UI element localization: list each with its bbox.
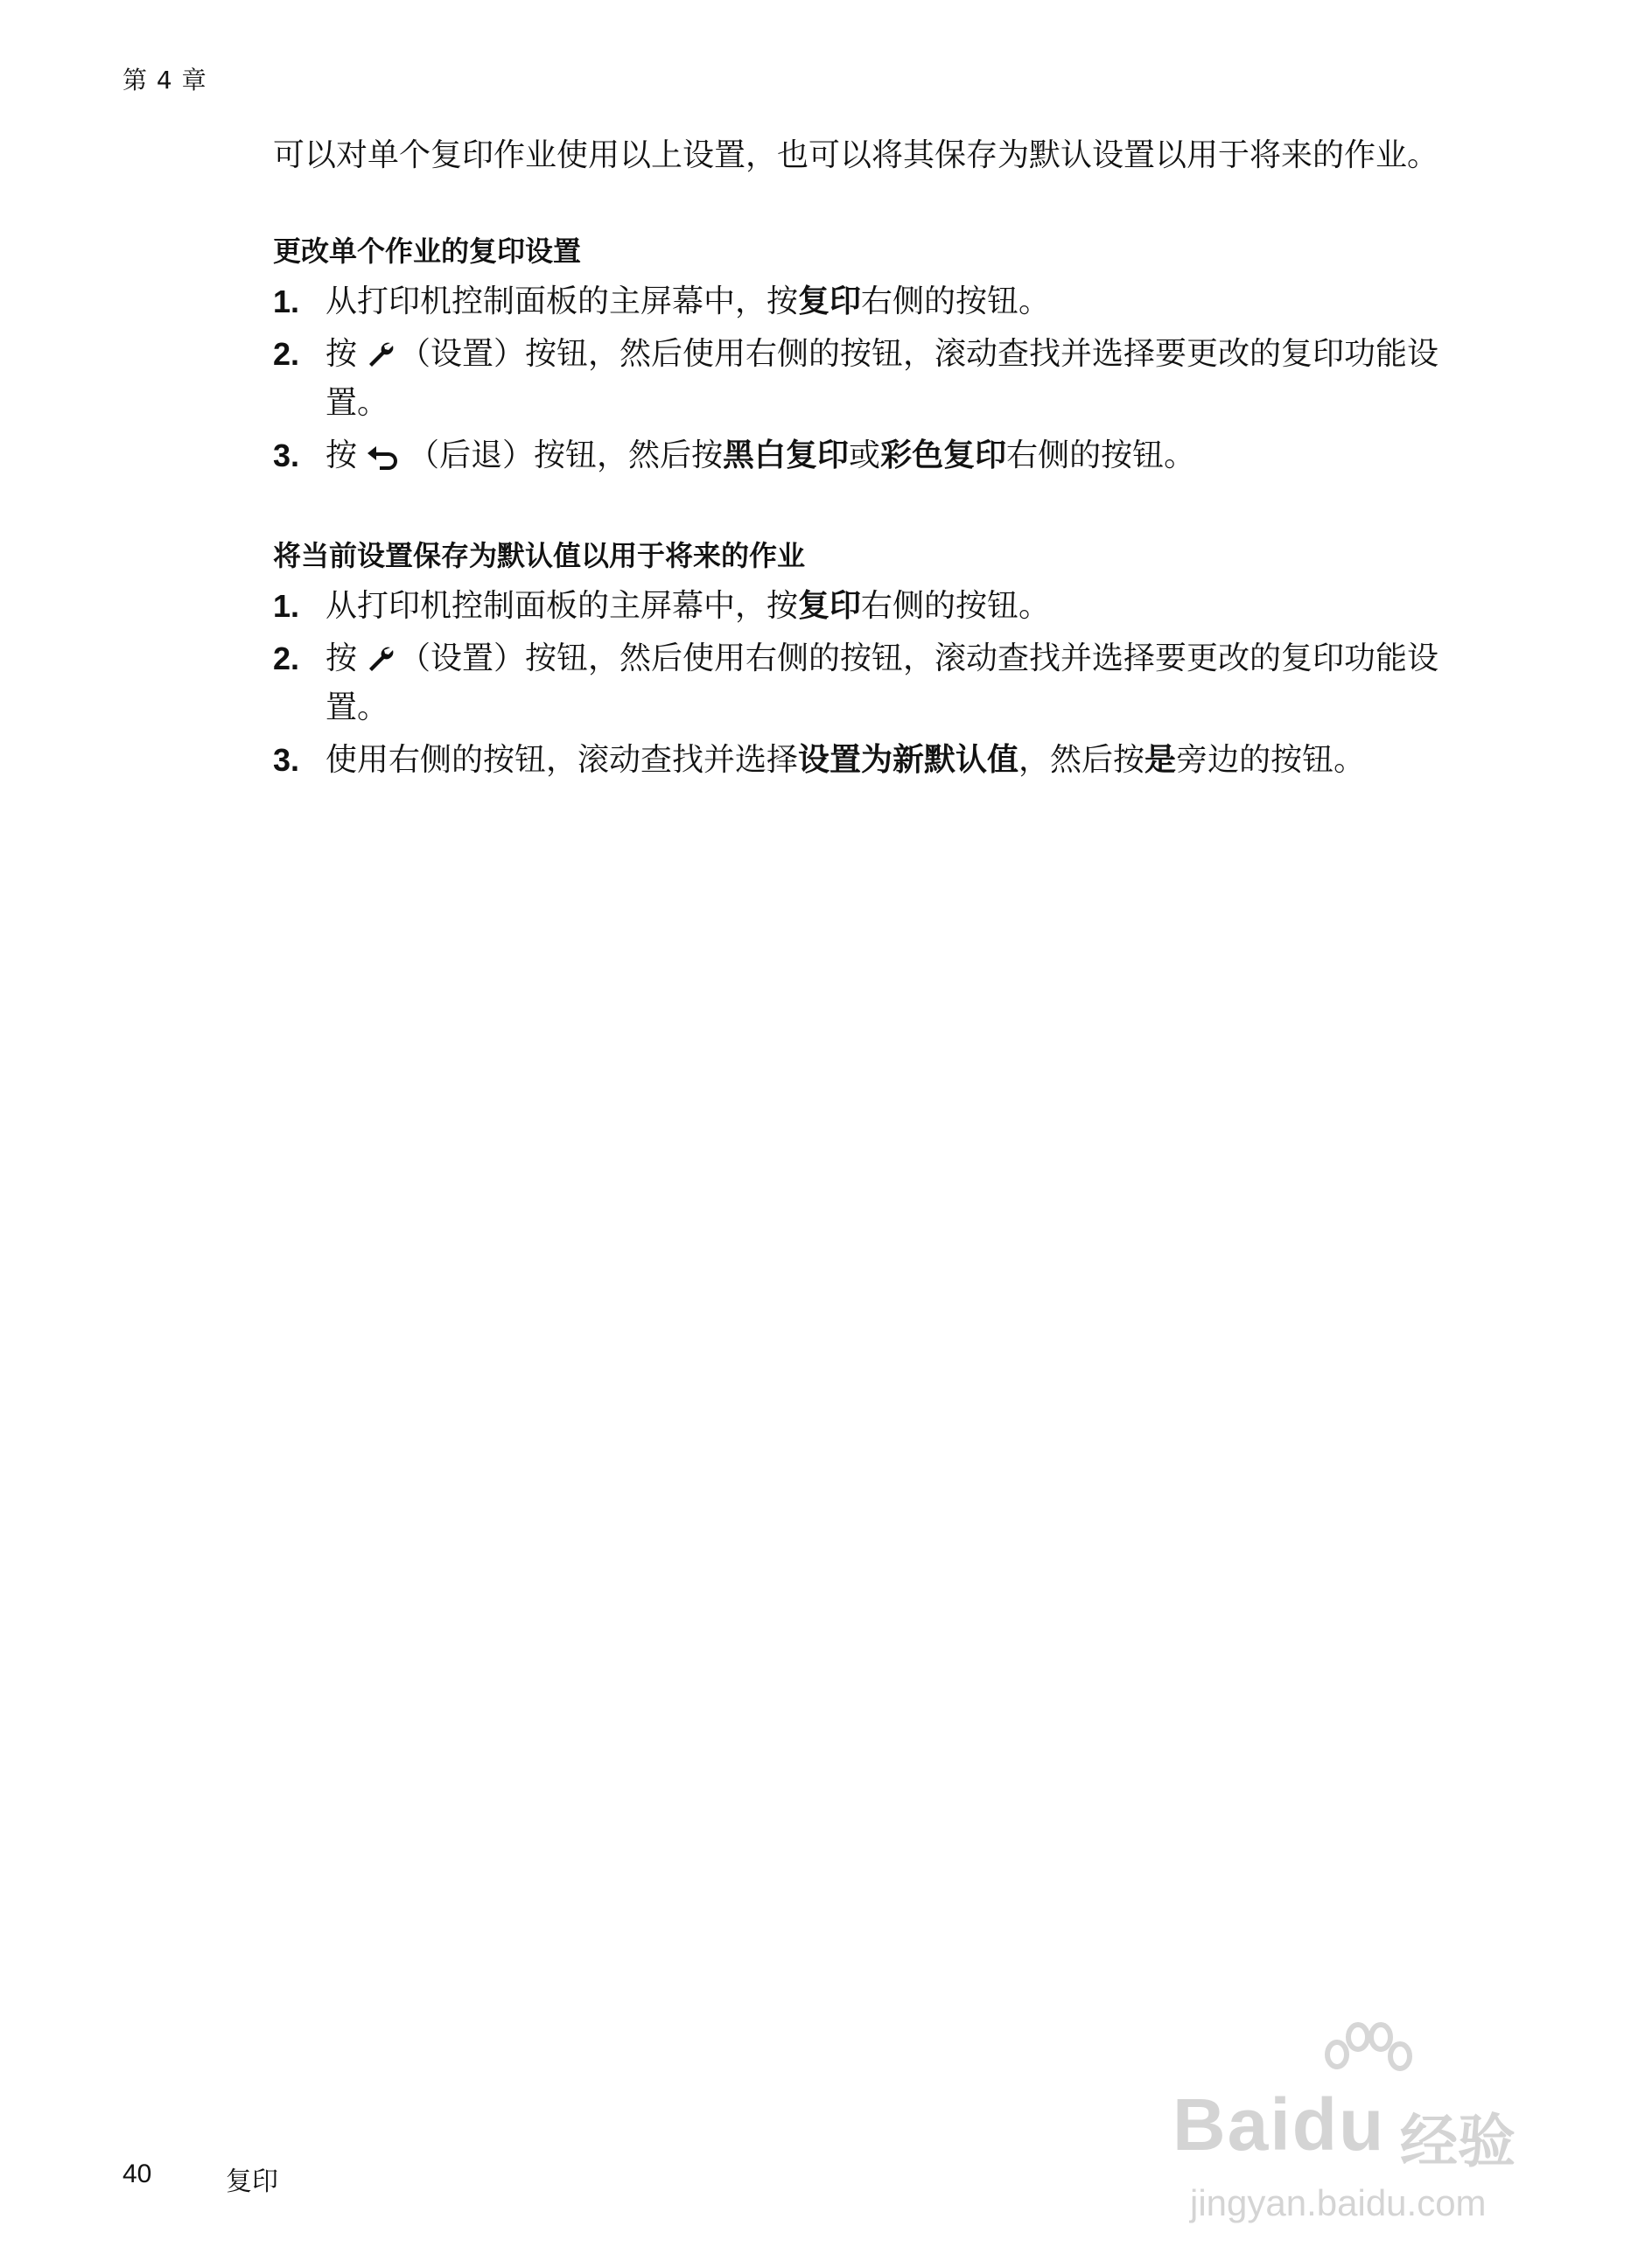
intro-paragraph: 可以对单个复印作业使用以上设置，也可以将其保存为默认设置以用于将来的作业。 — [273, 137, 1439, 173]
list-item — [273, 434, 1498, 483]
list-item — [273, 280, 1498, 324]
step-text-part: （后退）按钮，然后按 — [408, 438, 724, 473]
watermark-cn: 经验 — [1400, 2108, 1516, 2175]
step-number: 3. — [273, 438, 300, 473]
baidu-watermark — [1155, 2021, 1558, 2231]
step-text-part: 旁边的按钮。 — [1176, 742, 1366, 778]
steps-list — [273, 584, 1498, 782]
step-text — [326, 584, 1498, 628]
wrench-icon — [366, 642, 396, 686]
step-bold-term: 复印 — [798, 588, 862, 624]
step-text-part: ，然后按 — [1018, 742, 1145, 778]
step-text — [326, 332, 1498, 425]
steps-list — [273, 280, 1498, 483]
wrench-icon — [366, 338, 396, 382]
step-bold-term: 复印 — [798, 284, 862, 319]
step-bold-term: 彩色复印 — [880, 438, 1007, 473]
step-number: 1. — [273, 588, 300, 624]
step-text-part: 使用右侧的按钮，滚动查找并选择 — [326, 742, 799, 778]
section-heading: 更改单个作业的复印设置 — [273, 234, 582, 268]
step-text — [326, 434, 1498, 483]
step-text-part: 或 — [849, 438, 881, 473]
footer-section-label: 复印 — [226, 2166, 278, 2197]
step-text-part: 按 — [326, 336, 358, 372]
step-text-part: （设置）按钮，然后使用右侧的按钮，滚动查找并选择要更改的复印功能设置。 — [326, 336, 1439, 421]
section-change-single-job — [273, 231, 1498, 483]
watermark-logo: Baidu — [1172, 2083, 1386, 2166]
step-number: 2. — [273, 640, 300, 676]
section-save-defaults — [273, 536, 1498, 782]
section-heading: 将当前设置保存为默认值以用于将来的作业 — [273, 539, 806, 572]
step-text-part: （设置）按钮，然后使用右侧的按钮，滚动查找并选择要更改的复印功能设置。 — [326, 640, 1439, 725]
chapter-header: 第 4 章 — [122, 66, 207, 94]
step-number: 2. — [273, 336, 300, 372]
step-text-part: 按 — [326, 438, 358, 473]
step-text-part: 从打印机控制面板的主屏幕中，按 — [326, 284, 799, 319]
step-text-part: 右侧的按钮。 — [861, 284, 1051, 319]
watermark-url: jingyan.baidu.com — [1190, 2182, 1487, 2223]
step-bold-term: 是 — [1144, 742, 1177, 778]
list-item — [273, 332, 1498, 425]
back-arrow-icon — [366, 439, 404, 483]
step-text-part: 从打印机控制面板的主屏幕中，按 — [326, 588, 799, 624]
step-text — [326, 280, 1498, 324]
step-bold-term: 黑白复印 — [723, 438, 850, 473]
step-text-part: 右侧的按钮。 — [1006, 438, 1196, 473]
list-item — [273, 637, 1498, 730]
step-text — [326, 637, 1498, 730]
list-item — [273, 738, 1498, 782]
step-text-part: 右侧的按钮。 — [861, 588, 1051, 624]
step-bold-term: 设置为新默认值 — [798, 742, 1019, 778]
step-text-part: 按 — [326, 640, 358, 676]
step-number: 1. — [273, 284, 300, 319]
page-number: 40 — [122, 2160, 152, 2188]
step-text — [326, 738, 1498, 782]
list-item — [273, 584, 1498, 628]
main-content — [273, 133, 1498, 791]
step-number: 3. — [273, 742, 300, 778]
